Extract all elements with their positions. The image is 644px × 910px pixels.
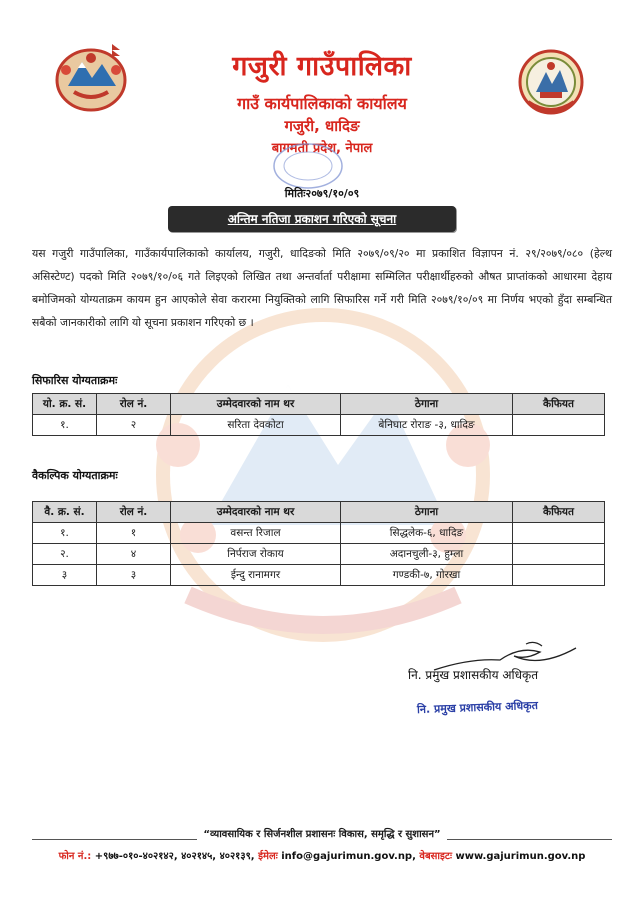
cell-address: गण्डकी-७, गोरखा [341, 565, 513, 586]
col-name: उम्मेदवारको नाम थर [171, 502, 341, 523]
table-header-row [33, 502, 605, 523]
notice-title: अन्तिम नतिजा प्रकाशन गरिएको सूचना [227, 212, 397, 226]
cell-serial: ३ [33, 565, 97, 586]
signatory-stamp: नि. प्रमुख प्रशासकीय अधिकृत [416, 698, 539, 717]
cell-name: निर्पराज रोकाय [171, 544, 341, 565]
notice-date: मितिः२०७९/१०/०९ [284, 187, 360, 200]
email-link[interactable]: info@gajurimun.gov.np, [281, 851, 416, 862]
cell-address: अदानचुली-३, हुम्ला [341, 544, 513, 565]
table-row [33, 565, 605, 586]
cell-roll: १ [97, 523, 171, 544]
col-address: ठेगाना [341, 394, 513, 415]
cell-name: ईन्दु रानामगर [171, 565, 341, 586]
cell-roll: ३ [97, 565, 171, 586]
website-link[interactable]: www.gajurimun.gov.np [455, 851, 586, 862]
col-roll: रोल नं. [97, 394, 171, 415]
cell-name: सरिता देवकोटा [171, 415, 341, 436]
watermark-emblem [118, 295, 528, 655]
col-serial: वै. क्र. सं. [33, 502, 97, 523]
cell-address: सिद्धलेक-६, धादिङ [341, 523, 513, 544]
cell-remarks [513, 523, 605, 544]
table-row [33, 415, 605, 436]
office-stamp [268, 140, 348, 192]
office-location: गजुरी, धादिङ [284, 117, 360, 135]
recommended-list-label: सिफारिस योग्यताक्रमः [32, 374, 118, 387]
footer-contact [0, 848, 644, 862]
table-row [33, 523, 605, 544]
email-label: ईमेलः [258, 851, 278, 862]
footer-motto: “व्यावसायिक र सिर्जनशील प्रशासनः विकास, समृद्धि र सुशासन” [0, 826, 644, 840]
web-label: वेबसाइटः [419, 851, 452, 862]
table-row [33, 544, 605, 565]
col-address: ठेगाना [341, 502, 513, 523]
alternate-table [32, 501, 605, 586]
cell-roll: ४ [97, 544, 171, 565]
office-name: गाउँ कार्यपालिकाको कार्यालय [237, 94, 407, 113]
col-remarks: कैफियत [513, 502, 605, 523]
signatory-title: नि. प्रमुख प्रशासकीय अधिकृत [408, 668, 539, 682]
notice-body: यस गजुरी गाउँपालिका, गाउँकार्यपालिकाको कार्यालय, गजुरी, धादिङको मिति २०७९/०९/२० मा प्रकाशित विज्ञापन नं. २९/२०७९/०८० (हेल्थ असिस्टेण्ट) पदको मिति २०७९/१०/०६ गते लिइएको लिखित तथा अन्तर्वार्ता परीक्षामा सम्मिलित परीक्षार्थीहरुको औषत प्राप्तांकको आधारमा देहाय बमोजिमको योग्यताक्रम कायम हुन आएकोले सेवा करारमा नियुक्तिको लागि सिफारिस गर्ने गरी मिति २०७९/१०/०९ मा निर्णय भएको हुँदा सम्बन्धित सबैको जानकारीको लागि यो सूचना प्रकाशन गरिएको छ । [32, 247, 612, 329]
notice-title-box [168, 206, 456, 232]
cell-address: बेनिघाट रोराङ -३, धादिङ [341, 415, 513, 436]
phone-label: फोन नं.: [58, 851, 92, 862]
col-name: उम्मेदवारको नाम थर [171, 394, 341, 415]
cell-name: वसन्त रिजाल [171, 523, 341, 544]
cell-remarks [513, 544, 605, 565]
cell-roll: २ [97, 415, 171, 436]
col-serial: यो. क्र. सं. [33, 394, 97, 415]
phone-numbers: +९७७-०१०-४०२१४२, ४०२१४५, ४०२१३९, [94, 851, 255, 862]
cell-remarks [513, 415, 605, 436]
col-remarks: कैफियत [513, 394, 605, 415]
cell-serial: १. [33, 523, 97, 544]
cell-serial: २. [33, 544, 97, 565]
municipality-name: गजुरी गाउँपालिका [232, 51, 412, 82]
col-roll: रोल नं. [97, 502, 171, 523]
cell-remarks [513, 565, 605, 586]
alternate-list-label: वैकल्पिक योग्यताक्रमः [32, 469, 118, 482]
recommended-table [32, 393, 605, 436]
table-header-row [33, 394, 605, 415]
province-line: बागमती प्रदेश, नेपाल [271, 141, 373, 156]
cell-serial: १. [33, 415, 97, 436]
